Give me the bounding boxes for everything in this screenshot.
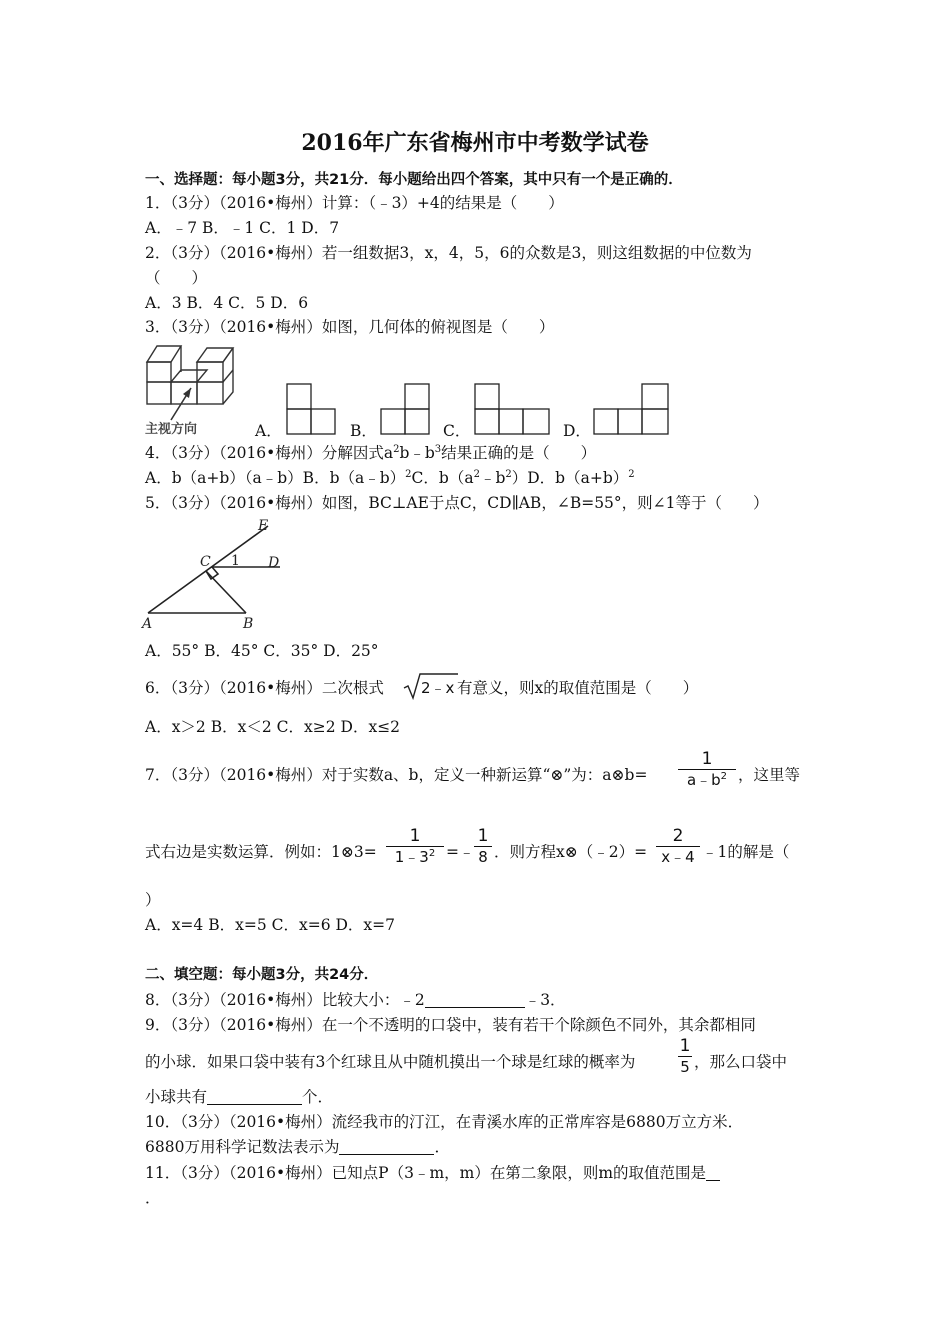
answer-blank-10[interactable] bbox=[339, 1138, 434, 1155]
equals-minus: =﹣ bbox=[446, 843, 475, 861]
question-7-line2-a: 式右边是实数运算．例如：1⊗3= bbox=[145, 843, 377, 861]
question-7-line2-c: ﹣1的解是（ bbox=[702, 843, 790, 861]
section-2-heading: 二、填空题：每小题3分，共24分． bbox=[145, 967, 379, 983]
question-7-stem-a: 7．（3分）（2016•梅州）对于实数a、b，定义一种新运算“⊗”为：a⊗b= bbox=[145, 766, 648, 784]
question-8-stem: 8．（3分）（2016•梅州）比较大小：﹣2 ﹣3． bbox=[145, 991, 566, 1009]
fraction-one-fifth: 1 5 bbox=[679, 1036, 691, 1076]
question-10-line1: 10．（3分）（2016•梅州）流经我市的汀江，在青溪水库的正常库容是6880万立方米． bbox=[145, 1113, 744, 1131]
question-3-option-a-label: A． bbox=[255, 422, 282, 440]
label-c: C bbox=[200, 554, 211, 570]
question-6-stem-a: 6．（3分）（2016•梅州）二次根式 bbox=[145, 679, 384, 697]
question-3-option-d-label: D． bbox=[563, 422, 591, 440]
question-2-stem: 2．（3分）（2016•梅州）若一组数据3，x，4，5，6的众数是3，则这组数据的中位数为 bbox=[145, 244, 752, 262]
question-1-options: A．﹣7 B．﹣1 C．1 D．7 bbox=[145, 219, 340, 237]
radicand: 2﹣x bbox=[421, 679, 455, 697]
question-1-stem: 1．（3分）（2016•梅州）计算：（﹣3）+4的结果是（ ） bbox=[145, 194, 564, 212]
question-9-line1: 9．（3分）（2016•梅州）在一个不透明的口袋中，装有若干个除颜色不同外，其余都相同 bbox=[145, 1016, 756, 1034]
fraction-one-eighth: 1 8 bbox=[474, 826, 492, 867]
question-7-options: A．x=4 B．x=5 C．x=6 D．x=7 bbox=[145, 916, 396, 934]
fraction-equation: 2 x﹣4 bbox=[656, 826, 700, 867]
answer-blank-8[interactable] bbox=[425, 991, 525, 1008]
question-3-option-b-label: B． bbox=[350, 422, 377, 440]
question-6-options: A．x＞2 B．x＜2 C．x≥2 D．x≤2 bbox=[145, 718, 401, 736]
question-3-stem: 3．（3分）（2016•梅州）如图，几何体的俯视图是（ ） bbox=[145, 318, 555, 336]
figure-caption-front-view: 主视方向 bbox=[145, 422, 198, 437]
question-7-stem-b: ，这里等 bbox=[738, 766, 801, 784]
question-9-line3: 小球共有 个． bbox=[145, 1088, 334, 1106]
question-11-line1: 11．（3分）（2016•梅州）已知点P（3﹣m，m）在第二象限，则m的取值范围是 bbox=[145, 1163, 720, 1183]
question-3-option-c-figure bbox=[474, 383, 552, 435]
section-1-heading: 一、选择题：每小题3分，共21分．每小题给出四个答案，其中只有一个是正确的． bbox=[145, 172, 683, 188]
question-2-options: A．3 B．4 C．5 D．6 bbox=[145, 294, 309, 312]
answer-blank-9[interactable] bbox=[207, 1088, 302, 1105]
label-a: A bbox=[142, 616, 153, 632]
question-3-option-d-figure bbox=[593, 383, 671, 435]
label-b: B bbox=[243, 616, 254, 632]
question-3-option-a-figure bbox=[286, 383, 338, 435]
fraction-definition: 1 $a﹣b^2$ bbox=[678, 749, 736, 790]
question-9-line2-b: ，那么口袋中 bbox=[694, 1053, 788, 1071]
question-2-stem-cont: （ ） bbox=[145, 269, 208, 287]
label-d: D bbox=[268, 555, 280, 571]
question-7-line3: ） bbox=[145, 891, 161, 909]
question-4-options: A．b（a+b）（a﹣b）B．b（a﹣b）$^2$C．$b(a^2﹣b^2)D$．$b(a+b)^2$ bbox=[145, 468, 635, 487]
page-title: 2016年广东省梅州市中考数学试卷 bbox=[301, 130, 649, 156]
question-4-stem: 4．（3分）（2016•梅州）分解因式$a^2b﹣b^3$结果正确的是（ ） bbox=[145, 443, 597, 462]
question-3-option-c-label: C． bbox=[443, 422, 471, 440]
question-6-stem-b: 有意义，则x的取值范围是（ ） bbox=[457, 679, 699, 697]
fraction-example: 1 $1﹣3^2$ bbox=[386, 826, 444, 867]
answer-blank-11[interactable] bbox=[706, 1164, 720, 1181]
label-e: E bbox=[258, 518, 269, 534]
question-10-line2: 6880万用科学记数法表示为 ． bbox=[145, 1138, 450, 1156]
question-11-line2: ． bbox=[145, 1189, 161, 1207]
label-angle-1: 1 bbox=[231, 553, 240, 569]
question-7-line2-b: ．则方程x⊗（﹣2）= bbox=[494, 843, 648, 861]
question-9-line2-a: 的小球．如果口袋中装有3个红球且从中随机摸出一个球是红球的概率为 bbox=[145, 1053, 636, 1071]
question-5-geometry-figure bbox=[140, 518, 290, 633]
question-5-stem: 5．（3分）（2016•梅州）如图，BC⊥AE于点C，CD∥AB，∠B=55°，则∠1等于（ ） bbox=[145, 494, 769, 512]
question-5-options: A．55° B．45° C．35° D．25° bbox=[145, 642, 379, 660]
question-3-option-b-figure bbox=[380, 383, 432, 435]
